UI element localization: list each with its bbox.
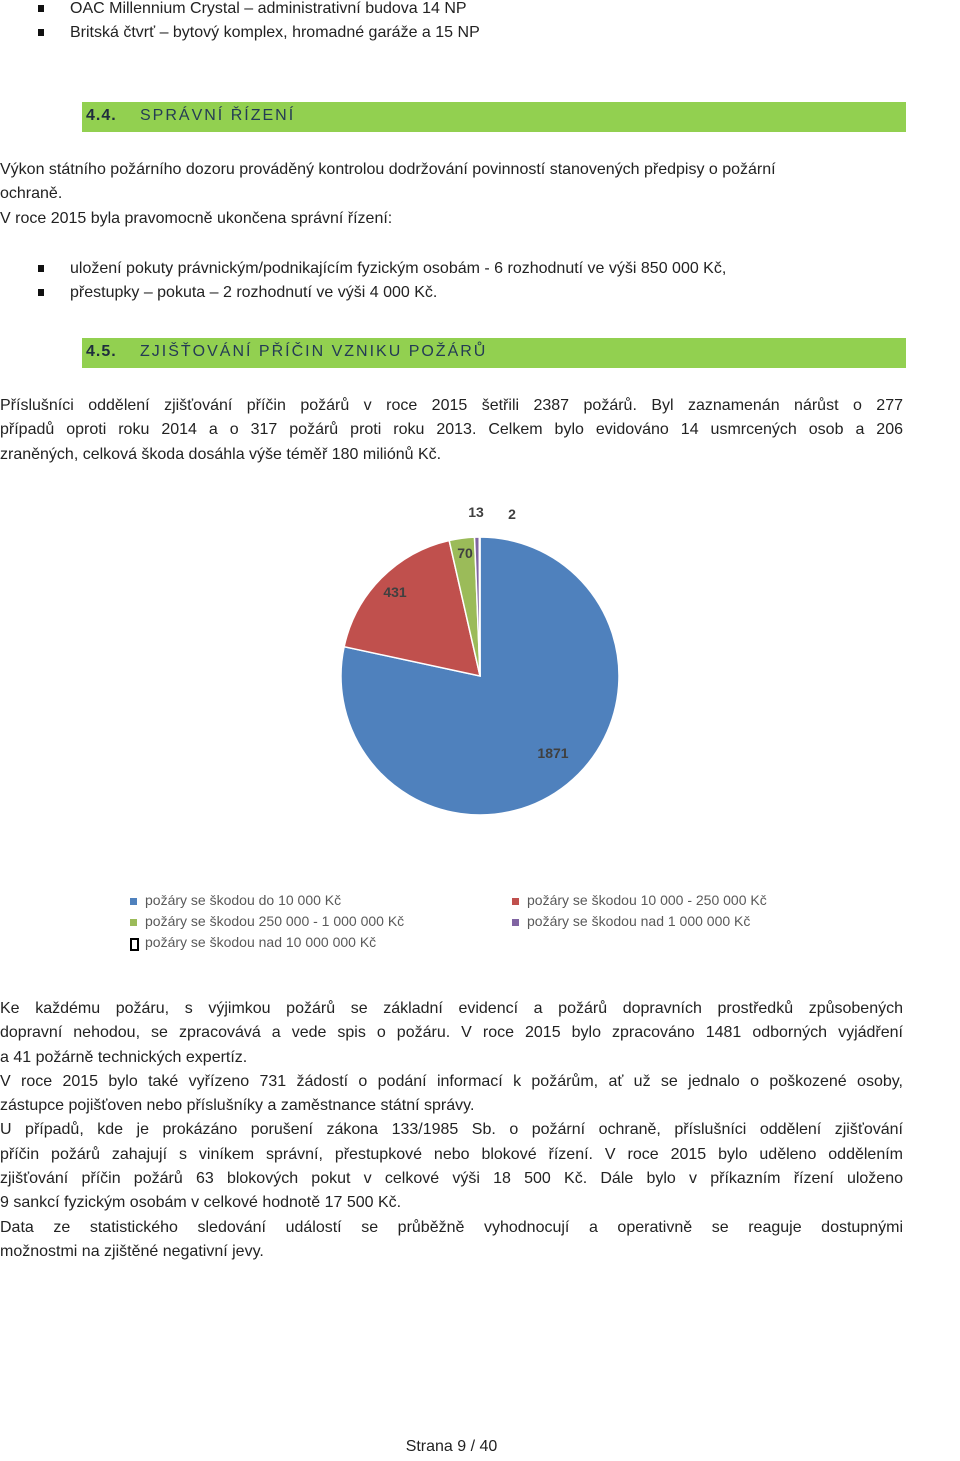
section-number: 4.4. [86, 107, 117, 124]
text-line: zjišťování příčin požárů 63 blokových pokut v celkové výši 18 500 Kč. Dále bylo v příkazním řízení uloženo [0, 1170, 903, 1188]
legend-label: požáry se škodou nad 1 000 000 Kč [527, 913, 751, 929]
paragraph-final [0, 997, 903, 1264]
text-line: případů oproti roku 2014 a o 317 požárů proti roku 2013. Celkem bylo evidováno 14 usmrcených osob a 206 [0, 421, 903, 439]
text-line: možnostmi na zjištěné negativní jevy. [0, 1242, 264, 1260]
section-title: SPRÁVNÍ ŘÍZENÍ [140, 107, 296, 124]
list-item-text: OAC Millennium Crystal – administrativní budova 14 NP [70, 0, 467, 17]
text-line: ochraně. [0, 185, 63, 203]
bullet-icon [38, 265, 44, 272]
text-line: Příslušníci oddělení zjišťování příčin požárů v roce 2015 šetřili 2387 požárů. Byl zaznamenán nárůst o 277 [0, 397, 903, 414]
text-line: 9 sankcí fyzickým osobám v celkové hodnotě 17 500 Kč. [0, 1194, 402, 1212]
legend-swatch [512, 898, 519, 905]
pie-data-label: 431 [383, 584, 407, 600]
legend-swatch [130, 938, 139, 951]
damage-pie-chart [0, 490, 960, 970]
list-item-text: Britská čtvrť – bytový komplex, hromadné garáže a 15 NP [70, 24, 480, 41]
legend-swatch [130, 919, 137, 926]
section-heading-4-5 [82, 338, 906, 368]
page-footer: Strana 9 / 40 [405, 1438, 498, 1455]
text-line: Výkon státního požárního dozoru prováděný kontrolou dodržování povinností stanovených předpisy o požární [0, 161, 776, 178]
bullet-icon [38, 289, 44, 296]
pie-slice [479, 537, 480, 676]
bullet-icon [38, 29, 44, 36]
text-line: U případů, kde je prokázáno porušení zákona 133/1985 Sb. o požární ochraně, příslušníci oddělení zjišťování [0, 1121, 903, 1139]
text-line: V roce 2015 bylo také vyřízeno 731 žádostí o podání informací k požárům, ať už se jednalo o poškozené osoby, [0, 1072, 903, 1090]
list-item-text: přestupky – pokuta – 2 rozhodnutí ve výši 4 000 Kč. [70, 284, 438, 301]
text-line: a 41 požárně technických expertíz. [0, 1048, 248, 1066]
text-line: Ke každému požáru, s výjimkou požárů se základní evidencí a požárů dopravních prostředků způsobených [0, 1000, 903, 1017]
legend-label: požáry se škodou 250 000 - 1 000 000 Kč [145, 913, 405, 929]
legend-label: požáry se škodou nad 10 000 000 Kč [145, 934, 377, 950]
pie-data-label: 1871 [537, 745, 569, 761]
list-item-text: uložení pokuty právnickým/podnikajícím fyzickým osobám - 6 rozhodnutí ve výši 850 000 Kč, [70, 260, 727, 277]
paragraph-4-5 [0, 394, 903, 467]
legend-label: požáry se škodou do 10 000 Kč [145, 892, 342, 908]
section-title: ZJIŠŤOVÁNÍ PŘÍČIN VZNIKU POŽÁRŮ [140, 343, 488, 360]
section-heading-4-4 [82, 102, 906, 132]
pie-data-label: 2 [508, 506, 516, 522]
text-line: příčin požárů zahajují s viníkem správní, přestupkové nebo blokové řízení. V roce 2015 bylo uděleno oddělením [0, 1145, 903, 1163]
legend-swatch [130, 898, 137, 905]
text-line: zástupce pojišťoven nebo příslušníky a zaměstnance státní správy. [0, 1097, 475, 1115]
text-line: V roce 2015 byla pravomocně ukončena správní řízení: [0, 209, 393, 227]
text-line: zraněných, celková škoda dosáhla výše téměř 180 miliónů Kč. [0, 445, 442, 463]
section-number: 4.5. [86, 343, 117, 360]
legend-swatch [512, 919, 519, 926]
paragraph-4-4 [0, 158, 903, 231]
legend-label: požáry se škodou 10 000 - 250 000 Kč [527, 892, 767, 908]
pie-data-label: 70 [457, 545, 473, 561]
text-line: Data ze statistického sledování událostí se průběžně vyhodnocují a operativně se reaguje dostupnými [0, 1218, 903, 1236]
pie-data-label: 13 [468, 504, 484, 520]
bullet-icon [38, 5, 44, 12]
text-line: dopravní nehodou, se zpracovává a vede spis o požáru. V roce 2015 bylo zpracováno 1481 odborných vyjádření [0, 1024, 903, 1042]
